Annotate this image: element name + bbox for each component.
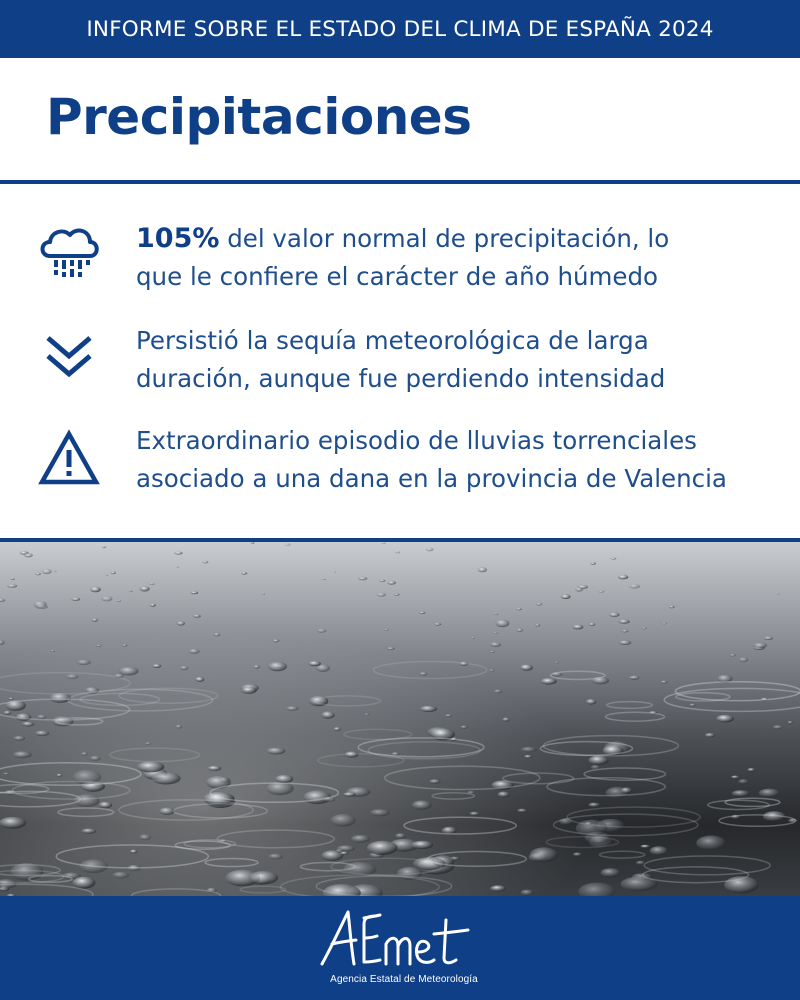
- water-droplet: [650, 846, 668, 855]
- water-droplet: [140, 586, 150, 591]
- water-droplet: [776, 593, 779, 595]
- point-line-2: que le confiere el carácter de año húmedo: [136, 262, 659, 291]
- water-droplet: [516, 608, 522, 610]
- water-droplet: [753, 643, 767, 648]
- water-droplet: [309, 661, 321, 666]
- water-droplet: [689, 704, 695, 707]
- water-droplet: [788, 721, 793, 723]
- water-droplet: [411, 841, 433, 849]
- water-droplet: [530, 847, 558, 862]
- water-droplet: [11, 578, 15, 580]
- water-droplet: [262, 593, 266, 595]
- water-droplet: [521, 747, 537, 753]
- water-droplet: [317, 629, 327, 633]
- water-droplet: [241, 572, 247, 575]
- water-droplet: [495, 620, 509, 628]
- water-droplet: [322, 578, 326, 580]
- water-droplet: [732, 790, 750, 797]
- water-droplet: [285, 543, 290, 545]
- point-line-2: asociado a una dana en la provincia de Valencia: [136, 464, 727, 493]
- water-droplet: [573, 625, 584, 630]
- water-droplet: [471, 637, 474, 638]
- water-droplet: [4, 711, 12, 715]
- water-droplet: [203, 561, 209, 564]
- point-text: [136, 422, 786, 498]
- water-droplet: [331, 814, 356, 827]
- water-droplet: [249, 871, 278, 884]
- water-droplet: [149, 583, 154, 585]
- water-droplet: [37, 715, 47, 720]
- water-droplet: [130, 850, 137, 854]
- water-droplet: [377, 593, 386, 597]
- rain-puddle-illustration: [0, 542, 800, 896]
- water-droplet: [420, 706, 437, 712]
- water-droplet: [494, 690, 503, 694]
- water-droplet: [489, 669, 494, 671]
- water-droplet: [395, 551, 400, 553]
- water-droplet: [478, 567, 487, 572]
- water-droplet: [494, 613, 498, 615]
- water-droplet: [193, 615, 201, 618]
- water-droplet: [66, 674, 78, 679]
- water-droplet: [661, 681, 668, 684]
- water-droplet: [662, 623, 667, 625]
- water-droplet: [419, 612, 426, 614]
- water-droplet: [152, 664, 161, 668]
- water-droplet: [622, 630, 628, 633]
- water-droplet: [35, 573, 41, 576]
- water-droplet: [81, 828, 96, 833]
- water-droplet: [129, 591, 133, 593]
- water-droplet: [343, 792, 356, 796]
- water-droplet: [152, 772, 181, 784]
- water-droplet: [273, 639, 280, 642]
- water-droplet: [13, 751, 32, 758]
- water-droplet: [189, 649, 200, 654]
- water-droplet: [267, 748, 286, 755]
- water-droplet: [573, 853, 582, 857]
- water-droplet: [57, 774, 63, 777]
- water-droplet: [490, 885, 506, 891]
- water-droplet: [621, 787, 632, 793]
- water-droplet: [117, 600, 121, 602]
- water-droplet: [601, 868, 621, 877]
- water-droplet: [159, 807, 174, 815]
- point-text: [136, 220, 786, 296]
- water-droplet: [535, 624, 540, 626]
- water-droplet: [575, 587, 583, 591]
- water-droplet: [773, 725, 784, 729]
- water-droplet: [7, 584, 17, 588]
- water-droplet: [589, 756, 609, 765]
- water-droplet: [382, 542, 386, 544]
- water-droplet: [351, 835, 370, 843]
- water-droplet: [460, 726, 468, 729]
- point-line-1: Extraordinario episodio de lluvias torrenciales: [136, 426, 697, 455]
- water-droplet: [71, 597, 80, 601]
- water-droplet: [618, 619, 629, 623]
- water-droplet: [51, 650, 55, 652]
- water-droplet: [180, 666, 188, 670]
- water-droplet: [738, 779, 748, 784]
- water-droplet: [195, 677, 204, 682]
- water-droplet: [3, 773, 9, 775]
- precipitation-percentage: 105%: [136, 223, 220, 254]
- water-droplet: [90, 587, 101, 593]
- aemet-logo: [318, 906, 488, 972]
- water-droplet: [367, 841, 398, 855]
- water-droplet: [445, 714, 452, 717]
- water-droplet: [334, 727, 341, 731]
- rain-puddle-photo: [0, 542, 800, 896]
- water-droplet: [561, 594, 571, 599]
- water-droplet: [541, 678, 557, 685]
- water-droplet: [358, 577, 367, 580]
- water-droplet: [175, 725, 182, 729]
- water-droplet: [112, 872, 129, 879]
- water-droplet: [739, 657, 748, 662]
- water-droplet: [517, 809, 527, 813]
- agency-name: Agencia Estatal de Meteorología: [330, 974, 478, 985]
- water-droplet: [99, 802, 112, 809]
- double-chevron-down-icon: [36, 326, 102, 386]
- water-droplet: [669, 605, 675, 608]
- water-droplet: [96, 645, 101, 647]
- water-droplet: [35, 604, 48, 609]
- water-droplet: [759, 789, 780, 798]
- water-droplet: [73, 877, 96, 889]
- water-droplet: [429, 779, 440, 784]
- water-droplet: [629, 584, 640, 588]
- water-droplet: [92, 618, 98, 621]
- water-droplet: [77, 660, 91, 665]
- water-droplet: [730, 654, 736, 657]
- water-droplet: [364, 713, 369, 715]
- water-droplet: [470, 812, 480, 816]
- water-droplet: [111, 571, 116, 574]
- water-droplet: [586, 699, 597, 705]
- water-droplet: [412, 800, 432, 809]
- warning-triangle-icon: [36, 428, 102, 488]
- water-droplet: [275, 775, 293, 783]
- water-droplet: [214, 633, 221, 637]
- water-droplet: [334, 571, 336, 572]
- water-droplet: [268, 854, 283, 860]
- water-droplet: [619, 640, 631, 645]
- water-droplet: [35, 731, 49, 736]
- water-droplet: [618, 575, 628, 580]
- water-droplet: [536, 603, 542, 606]
- water-droplet: [555, 661, 559, 663]
- water-droplet: [370, 809, 390, 816]
- water-droplet: [106, 575, 108, 576]
- water-droplet: [254, 665, 260, 668]
- point-line-1: Persistió la sequía meteorológica de larga: [136, 326, 649, 355]
- report-banner: [0, 0, 800, 58]
- water-droplet: [521, 890, 534, 896]
- water-droplet: [102, 546, 106, 548]
- water-droplet: [81, 752, 88, 755]
- water-droplet: [90, 756, 101, 761]
- water-droplet: [139, 834, 151, 840]
- water-droplet: [119, 667, 138, 676]
- report-banner-text: INFORME SOBRE EL ESTADO DEL CLIMA DE ESPAÑA 2024: [86, 16, 714, 42]
- water-droplet: [379, 580, 385, 582]
- point-line-2: duración, aunque fue perdiendo intensidad: [136, 364, 666, 393]
- water-droplet: [590, 562, 596, 565]
- water-droplet: [145, 742, 151, 745]
- water-droplet: [609, 612, 620, 617]
- water-droplet: [42, 569, 52, 574]
- point-line-1: [136, 220, 786, 258]
- water-droplet: [520, 664, 533, 670]
- water-droplet: [696, 836, 726, 851]
- water-droplet: [493, 632, 498, 634]
- water-droplet: [502, 718, 510, 722]
- water-droplet: [731, 776, 739, 779]
- water-droplet: [9, 698, 14, 700]
- water-droplet: [589, 623, 596, 627]
- water-droplet: [101, 596, 112, 601]
- water-droplet: [642, 627, 647, 629]
- water-droplet: [747, 768, 755, 772]
- water-droplet: [524, 755, 532, 758]
- water-droplet: [716, 715, 734, 723]
- water-droplet: [0, 817, 26, 829]
- water-droplet: [191, 591, 199, 594]
- water-droplet: [764, 636, 773, 640]
- water-droplet: [337, 845, 355, 851]
- water-droplet: [387, 581, 396, 585]
- water-droplet: [321, 711, 335, 718]
- water-droplet: [631, 675, 639, 680]
- water-droplet: [122, 644, 127, 646]
- water-droplet: [176, 567, 179, 568]
- water-droplet: [384, 629, 388, 631]
- water-droplet: [490, 651, 494, 653]
- water-droplet: [286, 706, 298, 711]
- water-droplet: [24, 553, 33, 557]
- water-droplet: [174, 552, 182, 555]
- water-droplet: [598, 590, 604, 592]
- water-droplet: [137, 761, 164, 772]
- water-droplet: [268, 662, 287, 672]
- water-droplet: [588, 803, 600, 808]
- water-droplet: [208, 766, 222, 771]
- rain-cloud-icon: [36, 222, 102, 282]
- water-droplet: [419, 672, 427, 676]
- water-droplet: [426, 548, 433, 552]
- water-droplet: [13, 736, 25, 741]
- point-line-1-rest: del valor normal de precipitación, lo: [219, 224, 670, 253]
- water-droplet: [53, 571, 57, 573]
- point-text: [136, 322, 786, 398]
- water-droplet: [395, 833, 406, 839]
- water-droplet: [394, 594, 399, 596]
- water-droplet: [177, 621, 185, 625]
- water-droplet: [22, 722, 35, 727]
- water-droplet: [641, 845, 651, 848]
- page-title: Precipitaciones: [46, 88, 472, 146]
- water-droplet: [387, 647, 395, 650]
- water-droplet: [434, 623, 441, 626]
- top-divider: [0, 180, 800, 184]
- water-droplet: [517, 629, 523, 632]
- water-droplet: [150, 604, 156, 607]
- footer-banner: [0, 896, 800, 1000]
- water-droplet: [611, 557, 617, 559]
- water-droplet: [490, 642, 501, 647]
- water-droplet: [705, 733, 715, 737]
- water-droplet: [498, 792, 510, 798]
- water-droplet: [241, 687, 257, 694]
